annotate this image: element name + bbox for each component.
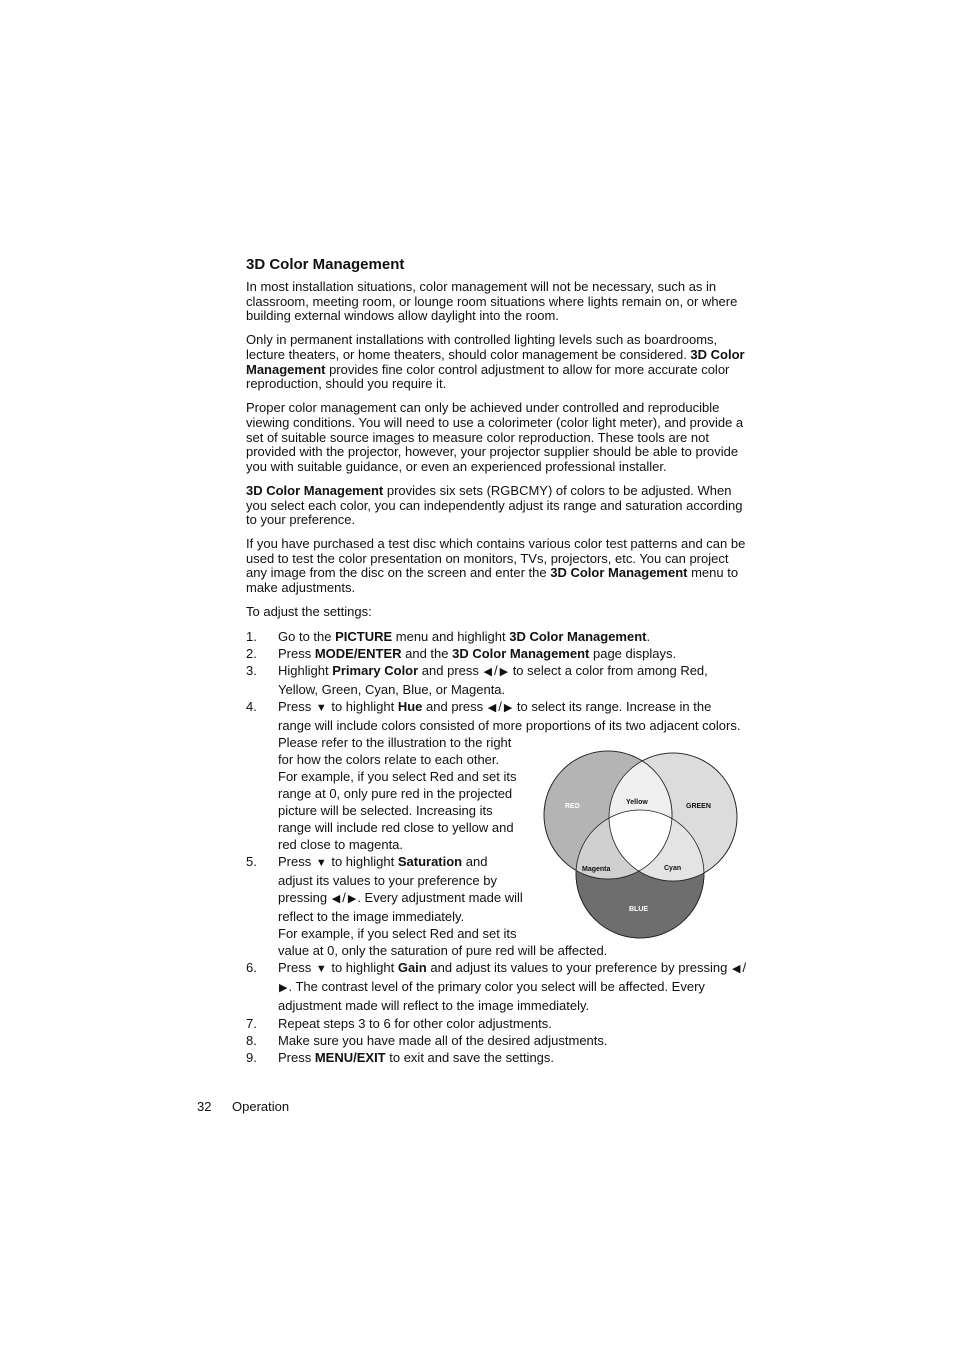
bold-term: 3D Color Management [246,482,384,498]
step-number: 1. [246,628,257,644]
section-title: 3D Color Management [246,256,405,273]
text: . [646,628,651,644]
bold-term: PICTURE [335,628,393,644]
label-green: GREEN [686,803,711,810]
step-number: 3. [246,662,257,678]
slash: / [498,698,502,714]
label-cyan: Cyan [664,865,682,872]
step-5-body [278,853,524,925]
text: Go to the [278,628,336,644]
bold-term: 3D Color Management [452,645,590,661]
label-red: RED [565,803,580,810]
left-arrow-icon: ◀ [487,701,497,714]
step-number: 9. [246,1049,257,1065]
text: provides fine color control adjustment to allow for more accurate color reproduction, should you require it. [246,361,730,392]
text: to select a color from among Red, Yellow, Green, Cyan, Blue, or Magenta. [278,662,708,697]
bold-term: 3D Color Management [246,346,745,377]
bold-term: Hue [397,698,423,714]
text: Only in permanent installations with controlled lighting levels such as boardrooms, lecture theaters, or home theaters, should color management be considered. [246,332,718,362]
text: and press [418,662,483,678]
label-blue: BLUE [629,906,649,913]
bold-term: MODE/ENTER [314,645,402,661]
label-magenta: Magenta [582,866,611,873]
step-2 [246,645,748,662]
bold-term: Primary Color [332,662,419,678]
step-3 [246,662,748,698]
main-content [246,256,748,1066]
text: and adjust its values to your preference by pressing [278,853,497,905]
paragraph-test-disc [246,537,748,595]
left-arrow-icon: ◀ [483,665,492,678]
paragraph-rgbcmy [246,484,748,528]
bold-term: Gain [397,959,427,975]
text: Press [278,1049,315,1065]
left-arrow-icon: ◀ [731,962,741,975]
bold-term: Saturation [397,853,463,869]
step-number: 5. [246,853,257,869]
text: Press [278,959,315,975]
text: to select its range. Increase in the range will include colors consisted of more proportions of its two adjacent colors. [278,698,741,733]
step-number: 6. [246,959,257,975]
right-arrow-icon: ▶ [347,892,357,905]
down-arrow-icon: ▼ [315,962,327,975]
step-8 [246,1032,748,1049]
footer-section: Operation [232,1099,290,1114]
left-arrow-icon: ◀ [331,892,341,905]
bold-term: MENU/EXIT [314,1049,386,1065]
down-arrow-icon: ▼ [315,856,327,869]
slash: / [742,959,747,975]
text: and adjust its values to your preference by pressing [426,959,731,975]
step-6 [246,959,748,1015]
step-9 [246,1049,748,1066]
down-arrow-icon: ▼ [315,701,327,714]
right-arrow-icon: ▶ [279,981,288,994]
step-4-note-illustration: Please refer to the illustration to the right for how the colors relate to each other. [278,734,512,767]
text: . Every adjustment made will reflect to the image immediately. [278,889,523,924]
step-4-note-example: For example, if you select Red and set its range at 0, only pure red in the projected picture will be selected. Increasing its range will include red close to yellow and red close to magenta. [278,768,517,852]
paragraph-conditions: Proper color management can only be achieved under controlled and reproducible viewing conditions. You will need to use a colorimeter (color light meter), and provide a set of suitable source images to measure color reproduction. These tools are not provided with the projector, however, your projector supplier should be able to provide you with suitable guidance, or even an experienced professional installer. [246,400,744,474]
right-arrow-icon: ▶ [499,665,509,678]
right-arrow-icon: ▶ [503,701,513,714]
label-yellow: Yellow [626,799,648,806]
text: menu and highlight [392,628,510,644]
text: and press [422,698,487,714]
text: Press [278,853,315,869]
step-7 [246,1015,748,1032]
text: If you have purchased a test disc which contains various color test patterns and can be used to test the color presentation on monitors, TVs, projectors, etc. You can project any image from the disc on the screen and enter the [246,536,746,581]
paragraph-adjust: To adjust the settings: [246,604,372,620]
text: to exit and save the settings. [385,1049,555,1065]
text: Highlight [278,662,333,678]
step-5-note-line1: For example, if you select Red and set its [278,925,517,941]
text: to highlight [327,959,398,975]
step-number: 7. [246,1015,257,1031]
text: page displays. [589,645,677,661]
bold-term: 3D Color Management [550,565,688,581]
slash: / [342,889,346,905]
bold-term: 3D Color Management [509,628,647,644]
text: Press [278,698,315,714]
text: to highlight [327,853,398,869]
color-venn-diagram [540,750,740,942]
step-number: 8. [246,1032,257,1048]
step-number: 4. [246,698,257,714]
step-1 [246,628,748,645]
text: to highlight [327,698,398,714]
text: Make sure you have made all of the desired adjustments. [278,1032,608,1048]
text: Press [278,645,315,661]
step-number: 2. [246,645,257,661]
text: provides six sets (RGBCMY) of colors to be adjusted. When you select each color, you can independently adjust its range and saturation according to your preference. [246,482,743,528]
text: menu to make adjustments. [246,565,739,596]
step-5-note-line2: value at 0, only the saturation of pure red will be affected. [278,942,608,958]
page-number: 32 [197,1099,212,1114]
text: and the [401,645,453,661]
paragraph-intro: In most installation situations, color management will not be necessary, such as in classroom, meeting room, or lounge room situations where lights remain on, or where building external windows allow daylight into the room. [246,279,738,324]
slash: / [493,662,498,678]
paragraph-installations [246,333,748,391]
text: Repeat steps 3 to 6 for other color adjustments. [278,1015,552,1031]
text: . The contrast level of the primary color you select will be affected. Every adjustment made will reflect to the image immediately. [278,978,705,1013]
